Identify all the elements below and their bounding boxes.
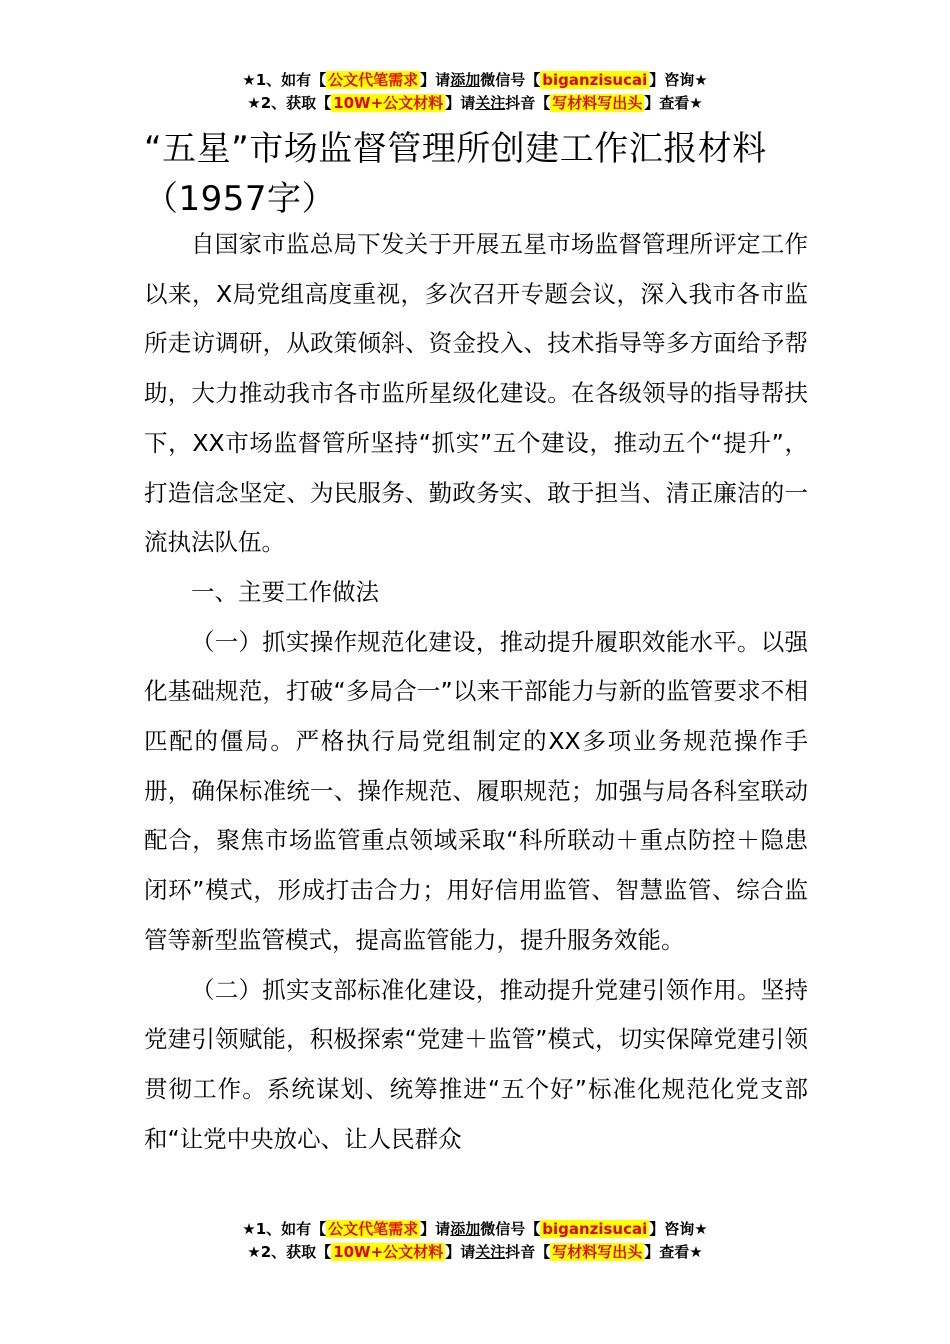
document-body [144, 220, 808, 1164]
section-heading: 一、主要工作做法 [191, 577, 379, 606]
highlight-text: biganzisucai [542, 71, 648, 89]
highlight-text: 写材料写出头 [552, 94, 643, 112]
paragraph: 自国家市监总局下发关于开展五星市场监督管理所评定工作以来，X局党组高度重视，多次召开专题会议，深入我市各市监所走访调研，从政策倾斜、资金投入、技术指导等多方面给予帮助，大力推动我市各市监所星级化建设。在各级领导的指导帮扶下，XX市场监督管所坚持“抓实”五个建设，推动五个“提升”，打造信念坚定、为民服务、勤政务实、敢于担当、清正廉洁的一流执法队伍。 [144, 230, 808, 557]
highlight-text: 公文代笔需求 [328, 1220, 419, 1238]
highlight-text: 10W+公文材料 [333, 94, 444, 112]
promo-banner-bottom [0, 1218, 950, 1264]
promo-line-2: ★2、获取【 10W+公文材料 】请关注抖音【 写材料写出头 】查看★ [247, 94, 703, 112]
highlight-text: biganzisucai [542, 1220, 648, 1238]
promo-line-2: ★2、获取【 10W+公文材料 】请关注抖音【 写材料写出头 】查看★ [247, 1243, 703, 1261]
paragraph: （一）抓实操作规范化建设，推动提升履职效能水平。以强化基础规范，打破“多局合一”以来干部能力与新的监管要求不相匹配的僵局。严格执行局党组制定的XX多项业务规范操作手册，确保标准统一、操作规范、履职规范；加强与局各科室联动配合，聚焦市场监管重点领域采取“科所联动＋重点防控＋隐患闭环”模式，形成打击合力；用好信用监管、智慧监管、综合监管等新型监管模式，提高监管能力，提升服务效能。 [144, 627, 808, 954]
promo-banner-top [0, 69, 950, 115]
promo-line-1: ★1、如有【 公文代笔需求 】请添加微信号【 biganzisucai 】咨询★ [242, 71, 708, 89]
highlight-text: 写材料写出头 [552, 1243, 643, 1261]
paragraph: （二）抓实支部标准化建设，推动提升党建引领作用。坚持党建引领赋能，积极探索“党建＋监管”模式，切实保障党建引领贯彻工作。系统谋划、统筹推进“五个好”标准化规范化党支部和“让党中央放心、让人民群众 [144, 975, 808, 1153]
promo-line-1: ★1、如有【 公文代笔需求 】请添加微信号【 biganzisucai 】咨询★ [242, 1220, 708, 1238]
highlight-text: 公文代笔需求 [328, 71, 419, 89]
highlight-text: 10W+公文材料 [333, 1243, 444, 1261]
document-title: “五星”市场监督管理所创建工作汇报材料（1957字） [144, 129, 767, 219]
